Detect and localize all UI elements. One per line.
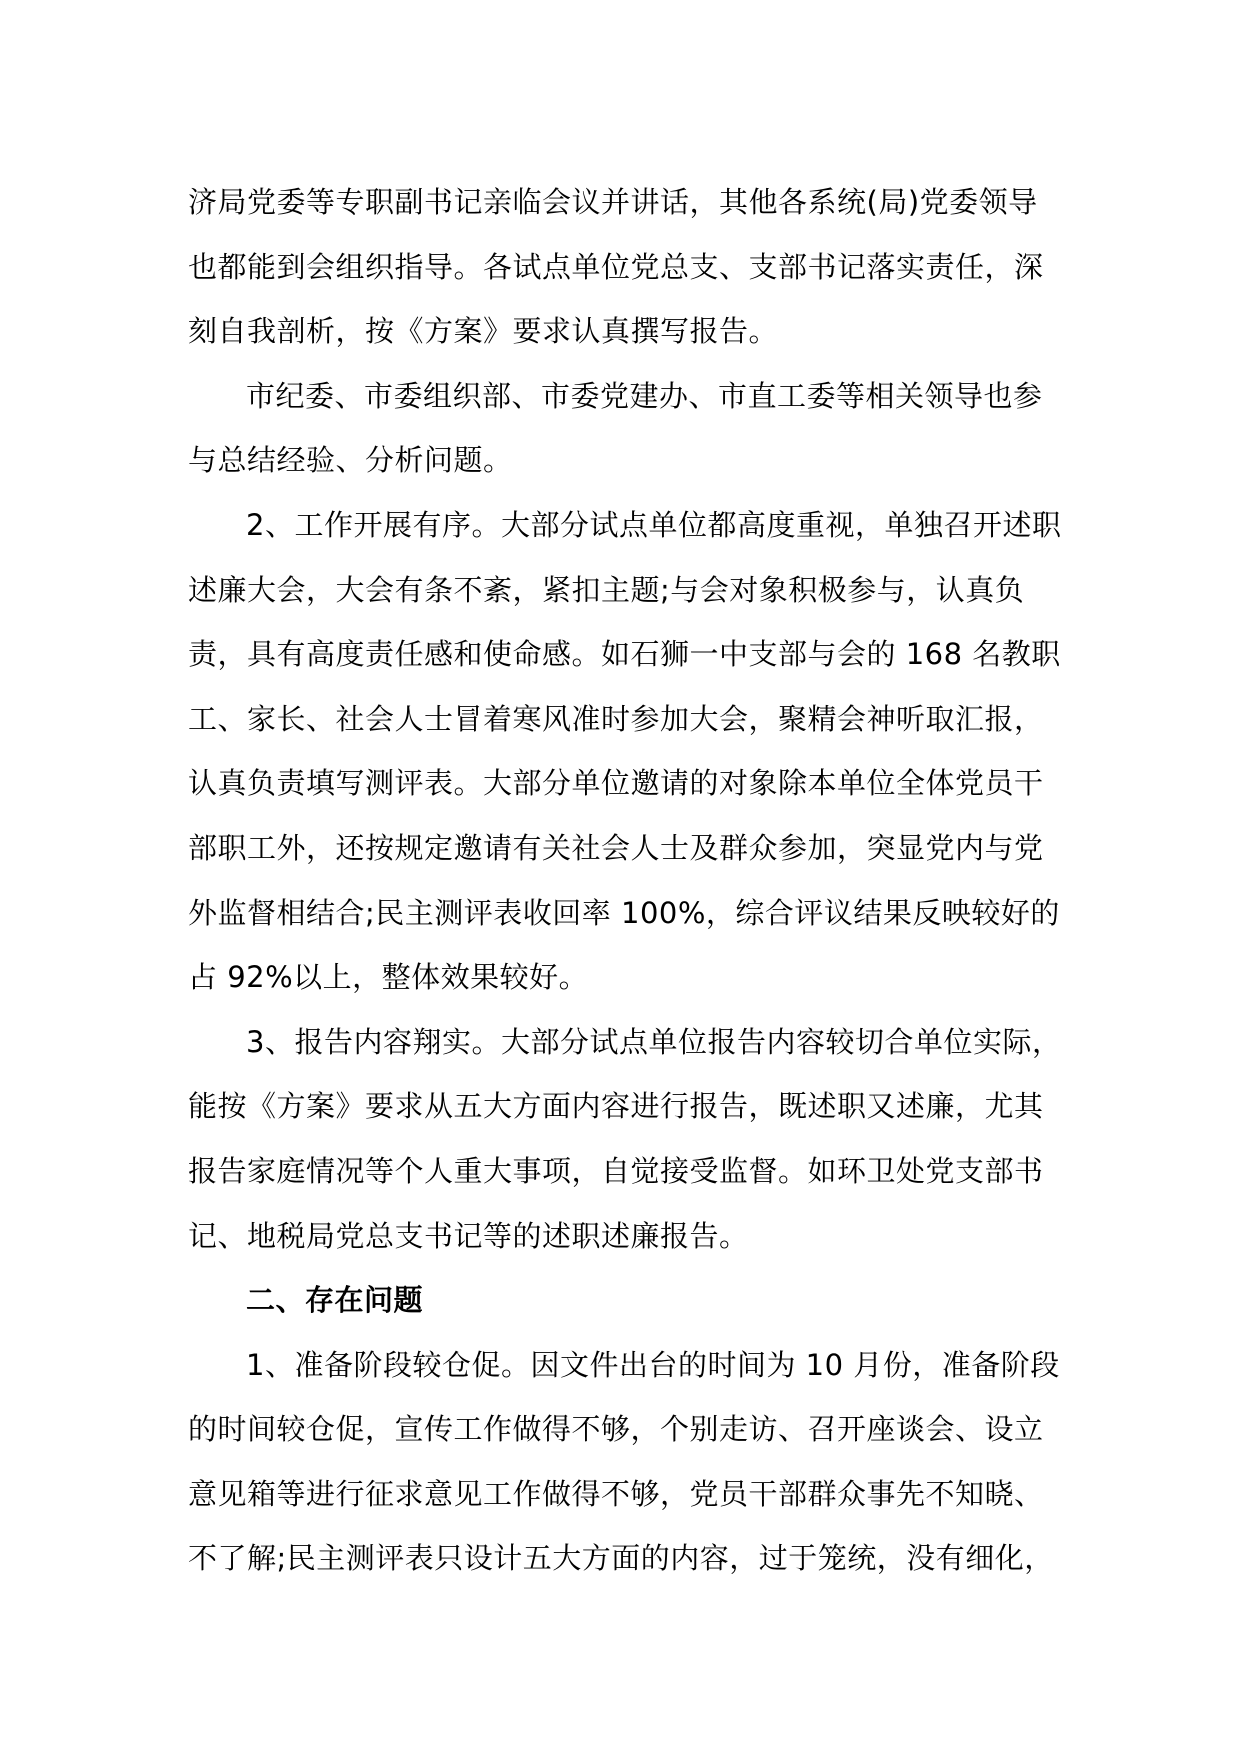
text-line-7: 述廉大会，大会有条不紊，紧扣主题;与会对象积极参与，认真负 [188, 572, 1025, 607]
text-line-20: 的时间较仓促，宣传工作做得不够，个别走访、召开座谈会、设立 [188, 1412, 1044, 1447]
text-line-11: 部职工外，还按规定邀请有关社会人士及群众参加，突显党内与党 [188, 830, 1044, 865]
text-line-1: 济局党委等专职副书记亲临会议并讲话，其他各系统(局)党委领导 [188, 185, 1038, 219]
text-line-14: 3、报告内容翔实。大部分试点单位报告内容较切合单位实际， [246, 1024, 1062, 1059]
text-line-17: 记、地税局党总支书记等的述职述廉报告。 [188, 1218, 749, 1253]
text-line-9: 工、家长、社会人士冒着寒风准时参加大会，聚精会神听取汇报， [188, 701, 1044, 736]
text-line-3: 刻自我剖析，按《方案》要求认真撰写报告。 [188, 314, 779, 349]
document-body [188, 170, 1062, 1591]
text-line-10: 认真负责填写测评表。大部分单位邀请的对象除本单位全体党员干 [188, 766, 1044, 801]
text-line-16: 报告家庭情况等个人重大事项，自觉接受监督。如环卫处党支部书 [188, 1153, 1044, 1188]
text-line-4: 市纪委、市委组织部、市委党建办、市直工委等相关领导也参 [246, 378, 1043, 413]
text-line-6: 2、工作开展有序。大部分试点单位都高度重视，单独召开述职 [246, 507, 1062, 542]
text-line-13: 占 92%以上，整体效果较好。 [188, 960, 589, 995]
text-line-19: 1、准备阶段较仓促。因文件出台的时间为 10 月份，准备阶段 [246, 1347, 1060, 1382]
text-line-15: 能按《方案》要求从五大方面内容进行报告，既述职又述廉，尤其 [188, 1089, 1044, 1124]
text-line-21: 意见箱等进行征求意见工作做得不够，党员干部群众事先不知晓、 [188, 1476, 1044, 1511]
section-heading: 二、存在问题 [246, 1283, 424, 1318]
text-line-2: 也都能到会组织指导。各试点单位党总支、支部书记落实责任，深 [188, 249, 1044, 284]
text-line-12: 外监督相结合;民主测评表收回率 100%，综合评议结果反映较好的 [188, 895, 1060, 930]
text-line-5: 与总结经验、分析问题。 [188, 443, 513, 478]
text-line-8: 责，具有高度责任感和使命感。如石狮一中支部与会的 168 名教职 [188, 637, 1061, 672]
text-line-22: 不了解;民主测评表只设计五大方面的内容，过于笼统，没有细化， [188, 1541, 1054, 1576]
